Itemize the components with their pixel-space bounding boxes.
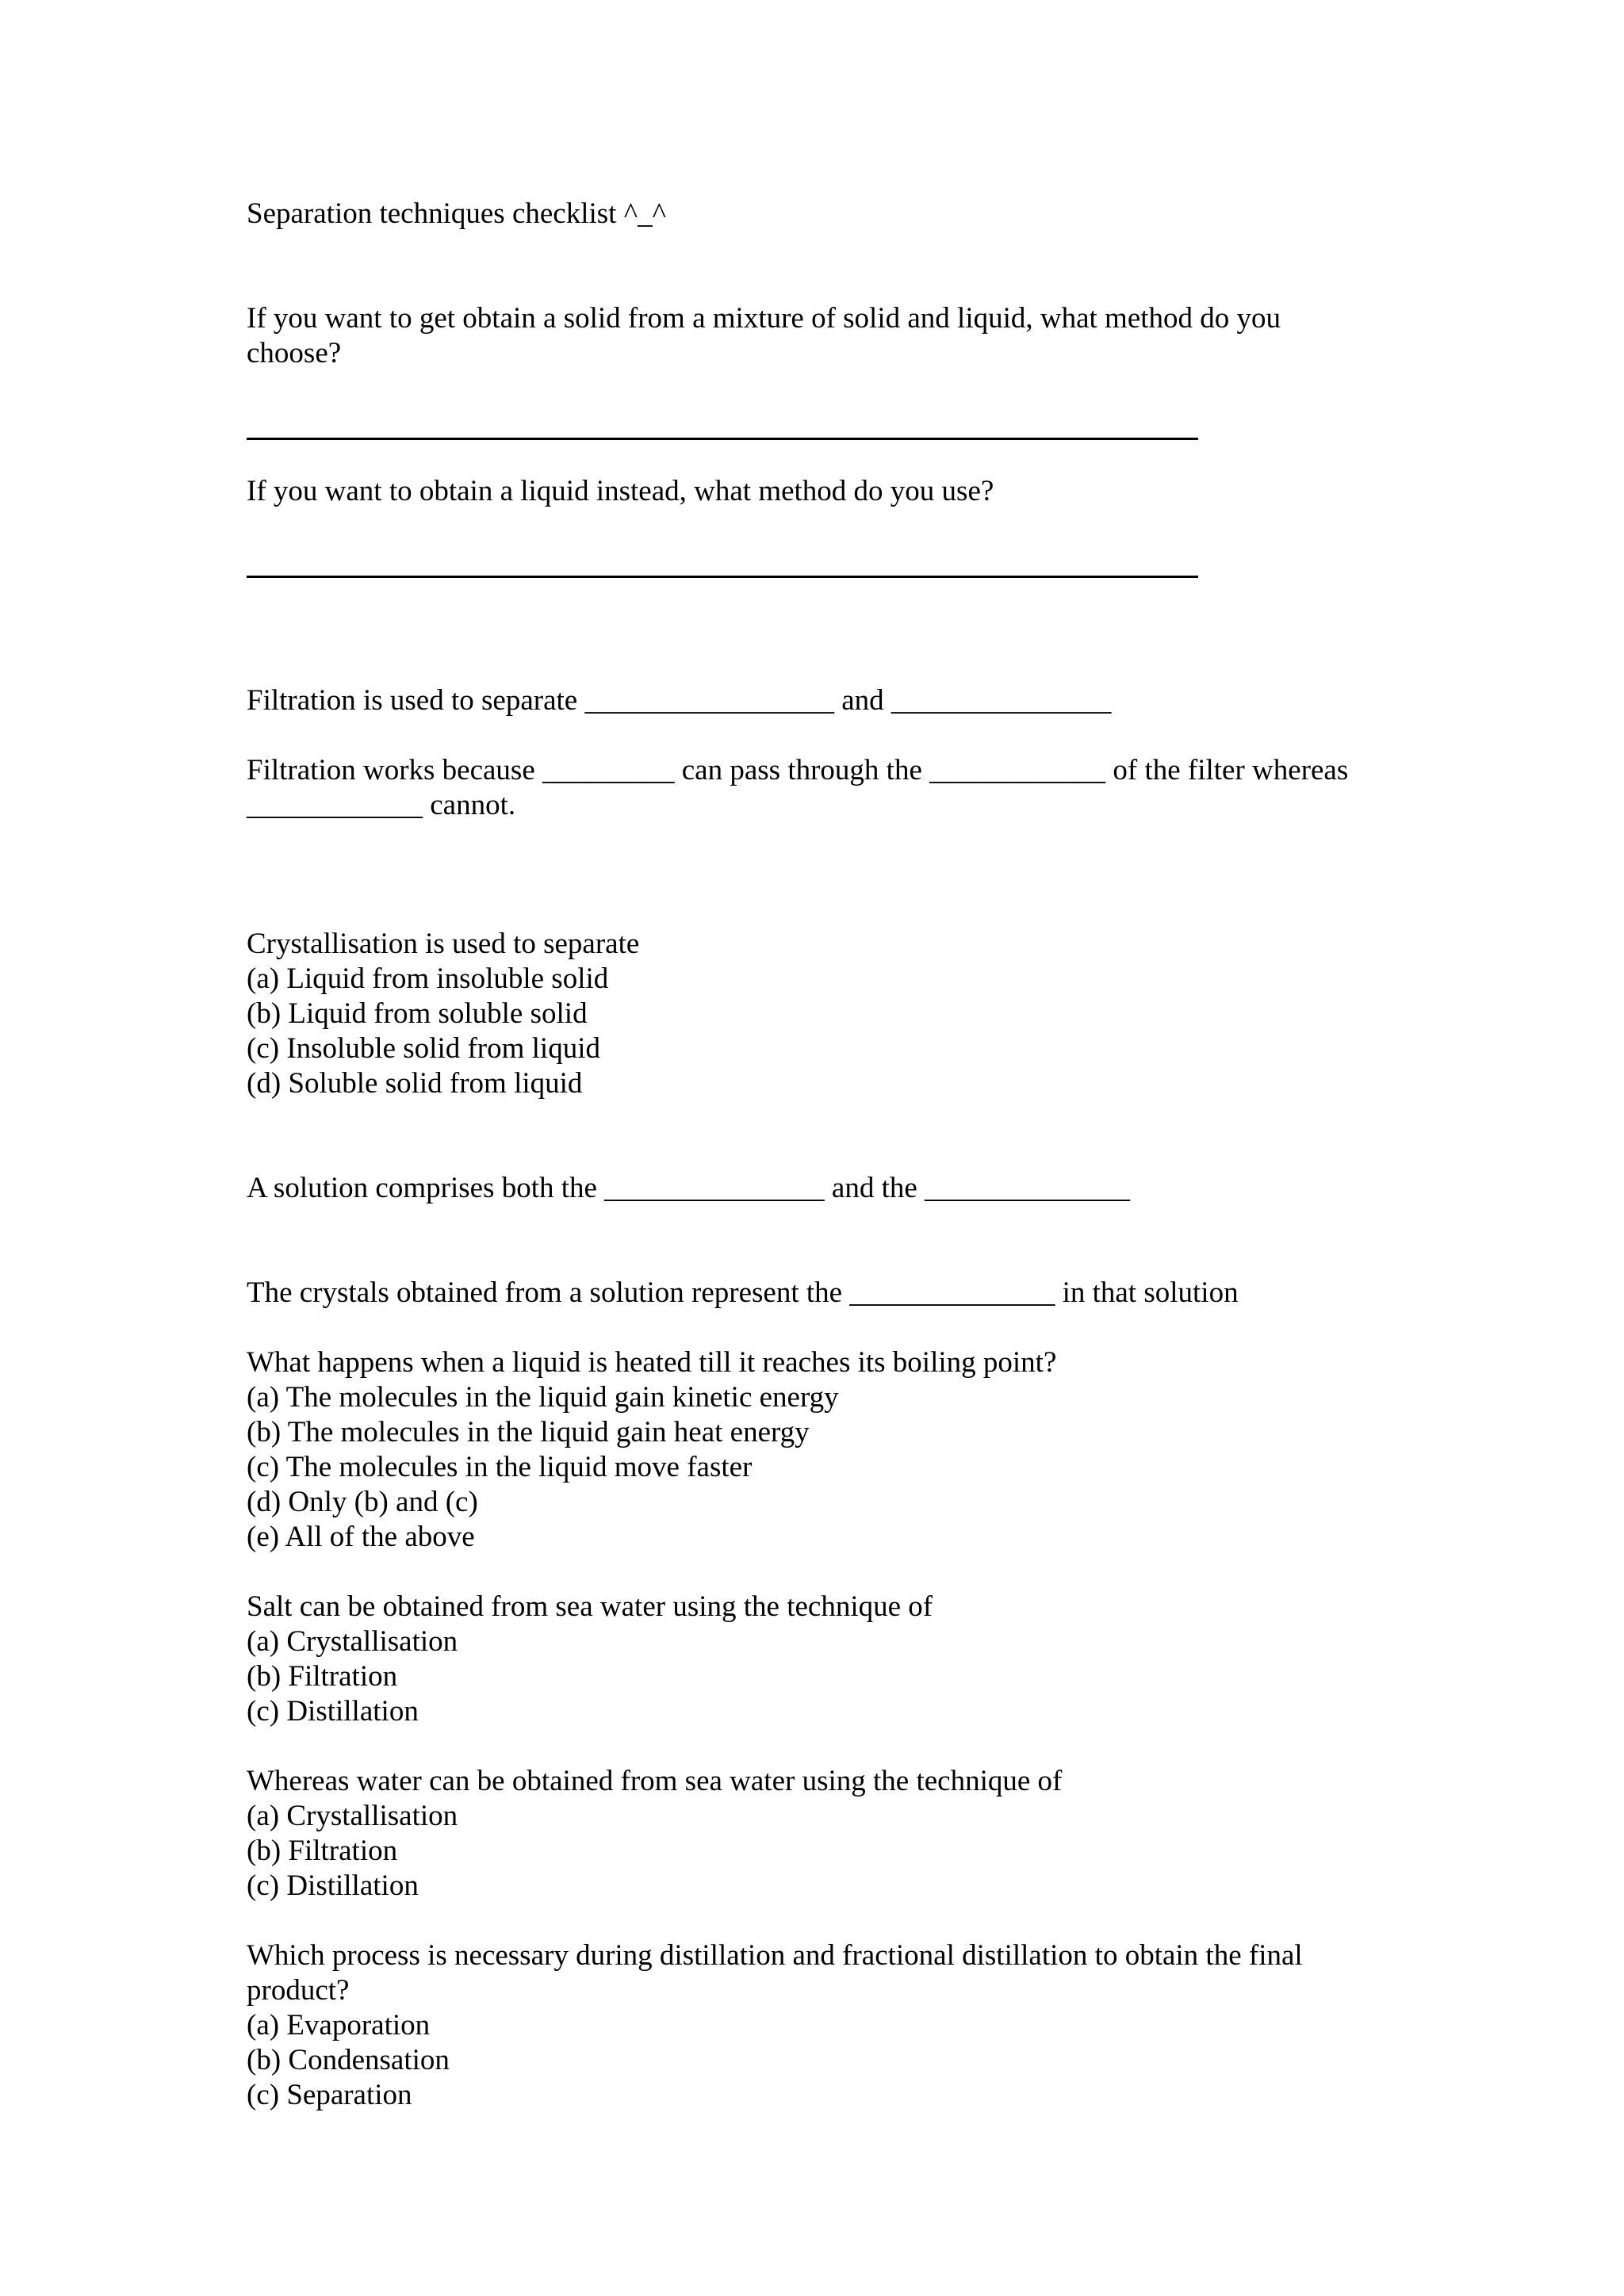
question-1-line-2: choose? — [247, 337, 342, 369]
question-11-option: (a) Evaporation — [247, 2009, 431, 2042]
question-8-option: (b) The molecules in the liquid gain heat energy — [247, 1416, 810, 1448]
question-2: If you want to obtain a liquid instead, what method do you use? — [247, 475, 994, 507]
question-8-stem: What happens when a liquid is heated till it reaches its boiling point? — [247, 1346, 1057, 1379]
question-4-line-1: Filtration works because _________ can pass through the ____________ of the filter whereas — [247, 754, 1349, 786]
question-5-option: (d) Soluble solid from liquid — [247, 1067, 583, 1100]
question-1-line-1: If you want to get obtain a solid from a mixture of solid and liquid, what method do you — [247, 302, 1281, 335]
page-title: Separation techniques checklist ^_^ — [247, 197, 666, 230]
answer-line-2 — [247, 576, 1198, 578]
question-11-option: (b) Condensation — [247, 2044, 450, 2076]
question-6: A solution comprises both the _______________ and the ______________ — [247, 1172, 1131, 1204]
question-5-option: (c) Insoluble solid from liquid — [247, 1032, 600, 1065]
question-10-option: (b) Filtration — [247, 1835, 398, 1867]
question-10-option: (a) Crystallisation — [247, 1800, 458, 1832]
answer-line-1 — [247, 438, 1198, 440]
question-5-stem: Crystallisation is used to separate — [247, 928, 640, 960]
question-8-option: (e) All of the above — [247, 1521, 475, 1553]
question-9-option: (a) Crystallisation — [247, 1625, 458, 1658]
question-11-option: (c) Separation — [247, 2079, 412, 2111]
question-5-option: (b) Liquid from soluble solid — [247, 997, 588, 1030]
question-9-option: (c) Distillation — [247, 1695, 419, 1728]
question-8-option: (a) The molecules in the liquid gain kinetic energy — [247, 1381, 839, 1414]
question-8-option: (c) The molecules in the liquid move faster — [247, 1451, 753, 1483]
question-5-option: (a) Liquid from insoluble solid — [247, 962, 609, 995]
question-11-stem-line-2: product? — [247, 1974, 350, 2007]
question-10-option: (c) Distillation — [247, 1869, 419, 1902]
question-7: The crystals obtained from a solution represent the ______________ in that solution — [247, 1276, 1239, 1309]
question-11-stem-line-1: Which process is necessary during distillation and fractional distillation to obtain the final — [247, 1939, 1303, 1972]
question-9-option: (b) Filtration — [247, 1660, 398, 1693]
question-3: Filtration is used to separate _________________ and _______________ — [247, 684, 1112, 717]
question-9-stem: Salt can be obtained from sea water using the technique of — [247, 1590, 933, 1623]
question-4-line-2: ____________ cannot. — [247, 789, 516, 821]
question-8-option: (d) Only (b) and (c) — [247, 1486, 478, 1518]
question-10-stem: Whereas water can be obtained from sea water using the technique of — [247, 1765, 1063, 1797]
